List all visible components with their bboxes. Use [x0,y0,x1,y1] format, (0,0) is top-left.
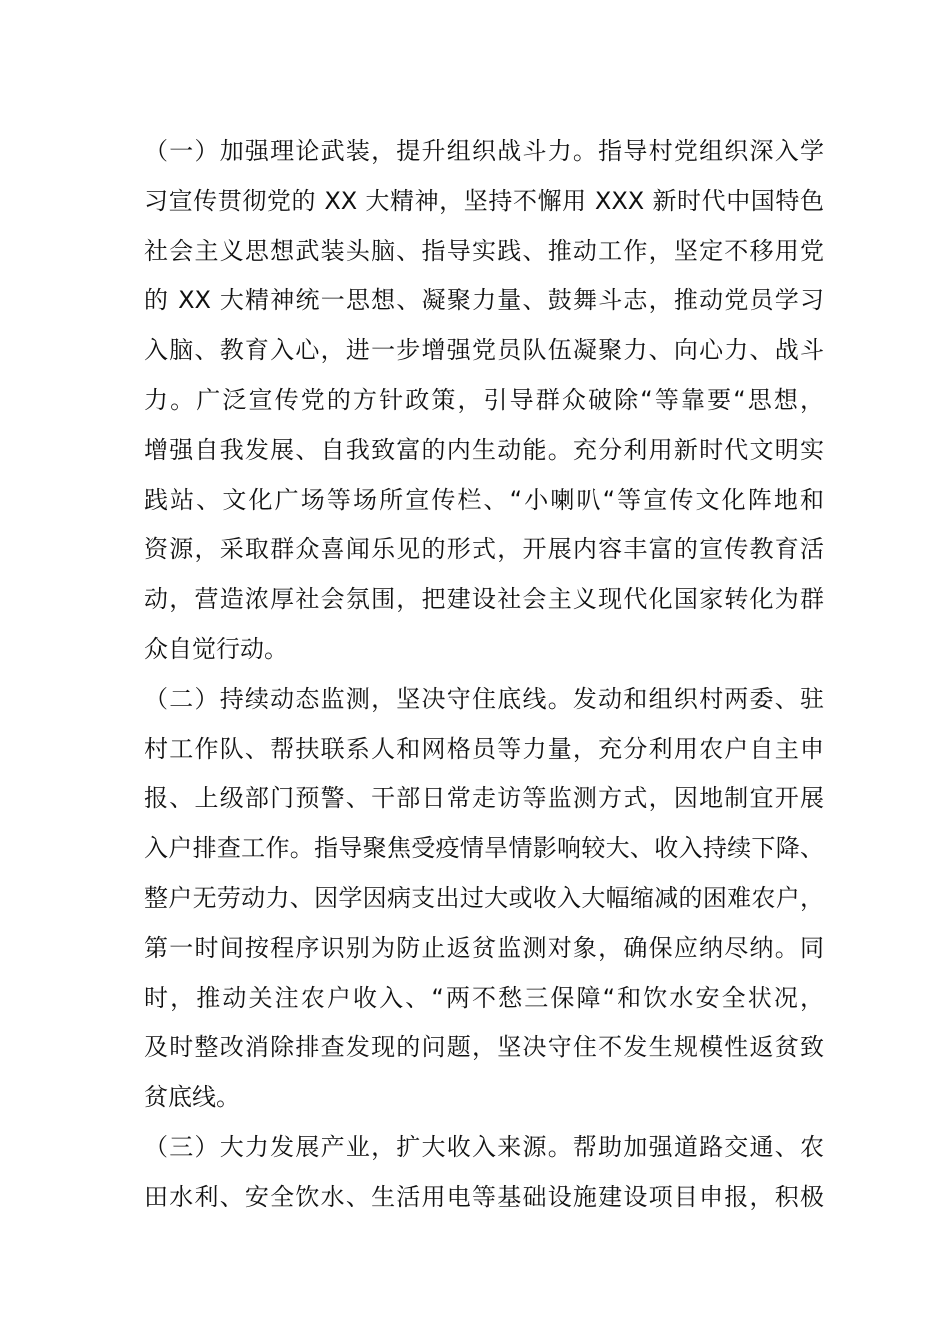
text-line: 习宣传贯彻党的 XX 大精神，坚持不懈用 XXX 新时代中国特色 [144,186,824,215]
text-line: 报、上级部门预警、干部日常走访等监测方式，因地制宜开展 [144,784,824,813]
text-line: 时，推动关注农户收入、“两不愁三保障“和饮水安全状况， [144,983,824,1012]
text-line: 贫底线。 [144,1083,240,1112]
text-line: （三）大力发展产业，扩大收入来源。帮助加强道路交通、农 [144,1132,824,1161]
text-line: （一）加强理论武装，提升组织战斗力。指导村党组织深入学 [144,137,824,165]
text-line: 资源，采取群众喜闻乐见的形式，开展内容丰富的宣传教育活 [144,535,824,564]
text-line: 力。广泛宣传党的方针政策，引导群众破除“等靠要“思想， [144,385,824,414]
text-line: 的 XX 大精神统一思想、凝聚力量、鼓舞斗志，推动党员学习 [144,286,824,315]
text-line: 第一时间按程序识别为防止返贫监测对象，确保应纳尽纳。同 [144,933,824,962]
text-line: 入脑、教育入心，进一步增强党员队伍凝聚力、向心力、战斗 [144,336,824,365]
text-line: （二）持续动态监测，坚决守住底线。发动和组织村两委、驻 [144,684,824,713]
text-line: 整户无劳动力、因学因病支出过大或收入大幅缩减的困难农户， [144,883,824,912]
text-line: 入户排查工作。指导聚焦受疫情旱情影响较大、收入持续下降、 [144,834,824,863]
text-line: 增强自我发展、自我致富的内生动能。充分利用新时代文明实 [144,435,824,464]
document-body [144,127,824,1223]
text-line: 众自觉行动。 [144,634,288,663]
text-line: 社会主义思想武装头脑、指导实践、推动工作，坚定不移用党 [144,236,824,265]
text-line: 村工作队、帮扶联系人和网格员等力量，充分利用农户自主申 [144,734,824,763]
text-line: 及时整改消除排查发现的问题，坚决守住不发生规模性返贫致 [144,1033,824,1062]
text-line: 田水利、安全饮水、生活用电等基础设施建设项目申报，积极 [144,1182,824,1211]
text-line: 践站、文化广场等场所宣传栏、“小喇叭“等宣传文化阵地和 [144,485,824,514]
text-line: 动，营造浓厚社会氛围，把建设社会主义现代化国家转化为群 [144,585,824,614]
